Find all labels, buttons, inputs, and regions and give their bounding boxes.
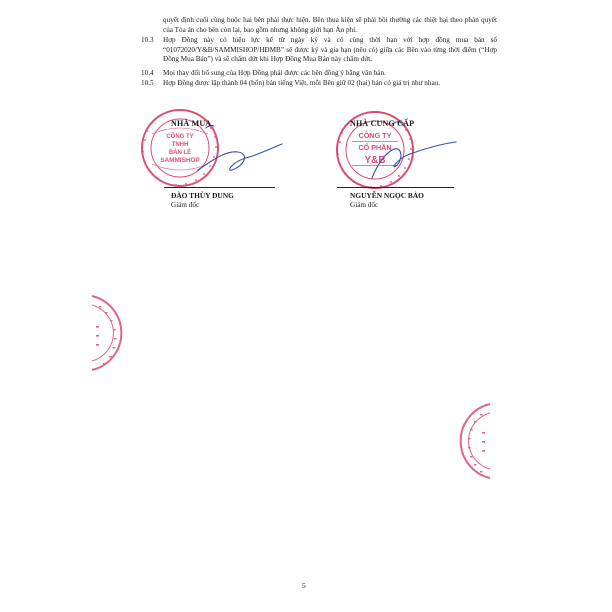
left-edge-partial-stamp — [92, 296, 121, 370]
clause-continuation: quyết định cuối cùng buộc hai bên phải thực hiện. Bên thua kiện sẽ phải bồi thường các thiệt hại theo phán quyết của Tòa án cho bên còn lại, bao gồm nhưng không giới hạn Án phí. — [163, 16, 497, 34]
page-number: 5 — [302, 581, 306, 590]
buyer-party-label: NHÀ MUA — [171, 119, 212, 128]
right-edge-partial-stamp — [461, 404, 490, 478]
seller-stamp-line2: CỔ PHẦN — [358, 143, 392, 152]
clause-number-10-5: 10.5 — [141, 79, 154, 87]
clause-number-10-3: 10.3 — [141, 36, 154, 44]
clause-text-10-3: Hợp Đồng này có hiệu lực kể từ ngày ký và có cùng thời hạn với hợp đồng mua bán số “01072020/Y&B/SAMMISHOP/HĐMB” sẽ được ký và gia hạn (nếu có) giữa các Bên vào từng thời điểm (“Hợp Đồng Mua Bán”) và sẽ chấm dứt khi Hợp Đồng Mua Bán này chấm dứt. — [163, 36, 497, 64]
seller-signer-name: NGUYỄN NGỌC BẢO — [350, 191, 424, 200]
buyer-signer-role: Giám đốc — [171, 201, 200, 209]
buyer-stamp-line4: SAMMISHOP — [160, 157, 200, 164]
seller-stamp-line3: Y&B — [364, 155, 386, 166]
buyer-stamp-line1: CÔNG TY — [166, 134, 194, 140]
buyer-signature — [198, 126, 282, 171]
seller-party-label: NHÀ CUNG CẤP — [350, 119, 415, 128]
seller-signature-line — [337, 187, 454, 188]
clause-text-10-4: Mọi thay đổi bổ sung của Hợp Đồng phải được các bên đồng ý bằng văn bản. — [163, 69, 386, 77]
buyer-stamp-line2: TNHH — [171, 142, 189, 148]
buyer-stamp-line3: BÁN LẺ — [168, 150, 192, 156]
seller-signer-role: Giám đốc — [350, 201, 379, 209]
clause-text-10-5: Hợp Đồng được lập thành 04 (bốn) bản tiếng Việt, mỗi Bên giữ 02 (hai) bản có giá trị như nhau. — [163, 79, 441, 87]
clause-number-10-4: 10.4 — [141, 69, 154, 77]
seller-stamp-line1: CÔNG TY — [358, 131, 392, 140]
buyer-signature-line — [164, 187, 275, 188]
buyer-signer-name: ĐÀO THÙY DUNG — [171, 191, 234, 200]
